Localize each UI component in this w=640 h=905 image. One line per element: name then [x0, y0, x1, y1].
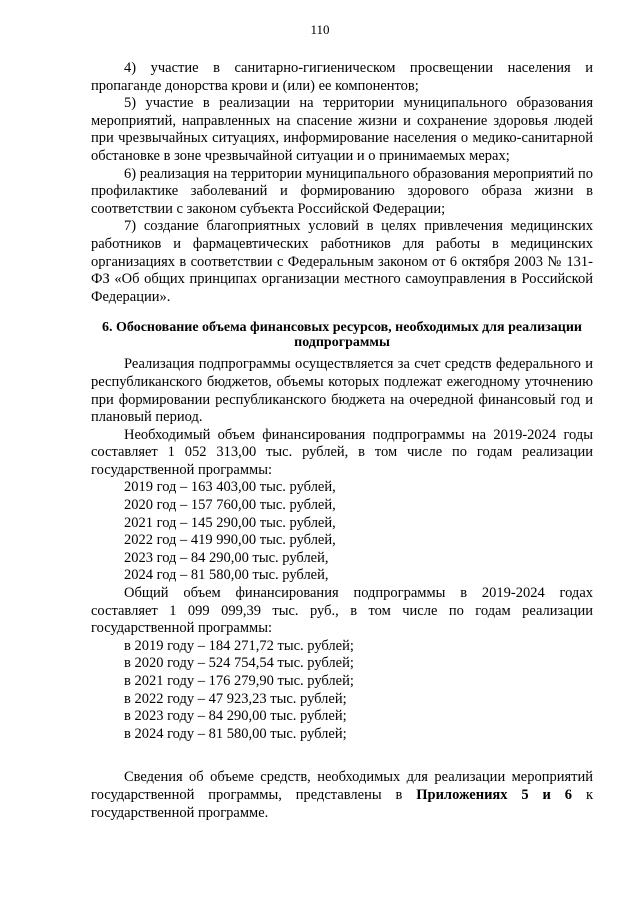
list-item: 2023 год – 84 290,00 тыс. рублей, [124, 549, 329, 566]
list-item: в 2020 году – 524 754,54 тыс. рублей; [124, 655, 354, 672]
required-volume: Необходимый объем финансирования подпрограммы на 2019-2024 годы составляет 1 052 313,00 тыс. рублей, в том числе по годам реализации государственной программы: [91, 426, 593, 478]
spacer [91, 743, 593, 769]
list-item: в 2021 году – 176 279,90 тыс. рублей; [124, 673, 354, 689]
list-item: в 2024 году – 81 580,00 тыс. рублей; [124, 725, 347, 742]
list-item: 2024 год – 81 580,00 тыс. рублей, [124, 567, 329, 584]
page-content [91, 60, 593, 822]
paragraph-item-4: 4) участие в санитарно-гигиеническом просвещении населения и пропаганде донорства крови и (или) ее компонентов; [91, 60, 593, 94]
list-item: 2019 год – 163 403,00 тыс. рублей, [124, 479, 336, 496]
total-by-year-list [91, 638, 593, 744]
list-item: 2021 год – 145 290,00 тыс. рублей, [124, 514, 336, 531]
appendix-reference: Приложениях 5 и 6 [416, 786, 573, 803]
paragraph-item-6: 6) реализация на территории муниципального образования мероприятий по профилактике заболеваний и формированию здорового образа жизни в соответствии с законом субъекта Российской Федерации; [91, 165, 594, 217]
list-item: в 2022 году – 47 923,23 тыс. рублей; [124, 690, 347, 707]
closing-paragraph [91, 769, 593, 822]
paragraph-item-7: 7) создание благоприятных условий в целях привлечения медицинских работников и фармацевтических работников для работы в медицинских организациях в соответствии с Федеральным законом от 6 октября 2003 № 131-ФЗ «Об общих принципах организации местного самоуправления в Российской Федерации». [91, 218, 593, 305]
paragraph-item-5: 5) участие в реализации на территории муниципального образования мероприятий, направленных на спасение жизни и сохранение здоровья людей при чрезвычайных ситуациях, информирование населения о медико-санитарной обстановке в зоне чрезвычайной ситуации и о принимаемых мерах; [91, 95, 593, 164]
closing-text-start: Сведения об объеме средств, необходимых для реализации мероприятий государственной программы, представлены в [91, 769, 593, 803]
total-volume: Общий объем финансирования подпрограммы в 2019-2024 годах составляет 1 099 099,39 тыс. руб., в том числе по годам реализации государственной программы: [91, 585, 593, 637]
list-item: в 2023 году – 84 290,00 тыс. рублей; [124, 708, 347, 725]
list-item: 2020 год – 157 760,00 тыс. рублей, [124, 497, 336, 514]
required-by-year-list [91, 479, 593, 585]
closing-text-end: к государственной программе. [91, 786, 594, 821]
page-number: 110 [310, 22, 330, 37]
section-heading: 6. Обоснование объема финансовых ресурсов, необходимых для реализации подпрограммы [102, 320, 582, 351]
list-item: в 2019 году – 184 271,72 тыс. рублей; [124, 637, 354, 654]
funding-intro: Реализация подпрограммы осуществляется за счет средств федерального и республиканского бюджетов, объемы которых подлежат ежегодному уточнению при формировании республиканского бюджета на очередной финансовый год и плановый период. [91, 356, 593, 426]
list-item: 2022 год – 419 990,00 тыс. рублей, [124, 532, 336, 549]
